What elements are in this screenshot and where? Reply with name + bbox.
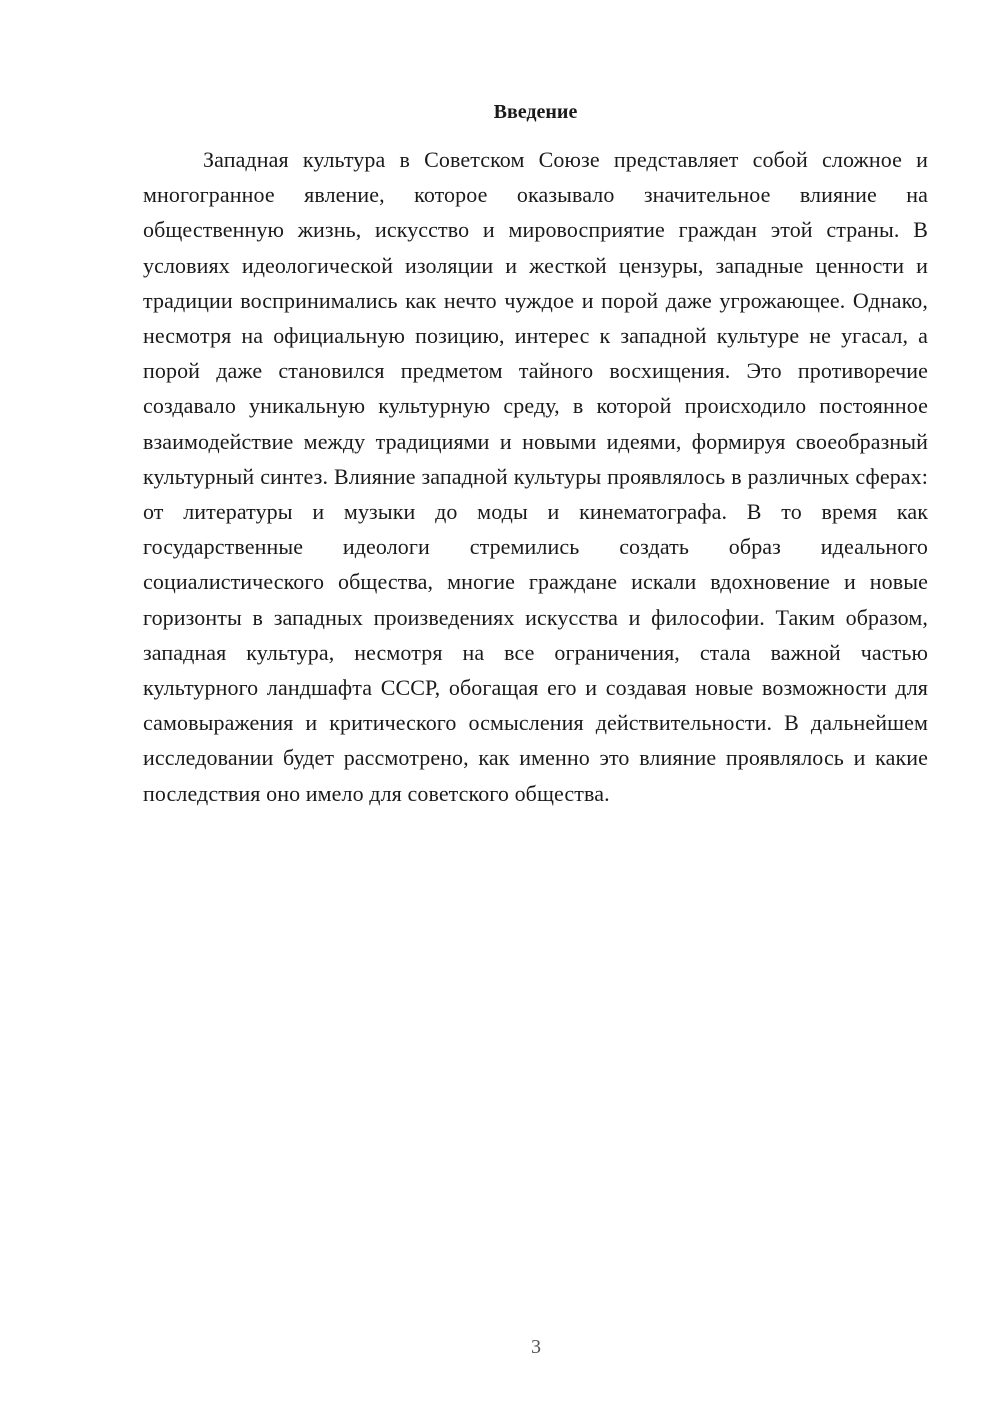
page-number: 3: [531, 1336, 541, 1358]
intro-paragraph: Западная культура в Советском Союзе представляет собой сложное и многогранное явление, которое оказывало значительное влияние на общественную жизнь, искусство и мировосприятие граждан этой страны. В условиях идеологической изоляции и жесткой цензуры, западные ценности и традиции воспринимались как нечто чуждое и порой даже угрожающее. Однако, несмотря на официальную позицию, интерес к западной культуре не угасал, а порой даже становился предметом тайного восхищения. Это противоречие создавало уникальную культурную среду, в которой происходило постоянное взаимодействие между традициями и новыми идеями, формируя своеобразный культурный синтез. Влияние западной культуры проявлялось в различных сферах: от литературы и музыки до моды и кинематографа. В то время как государственные идеологи стремились создать образ идеального социалистического общества, многие граждане искали вдохновение и новые горизонты в западных произведениях искусства и философии. Таким образом, западная культура, несмотря на все ограничения, стала важной частью культурного ландшафта СССР, обогащая его и создавая новые возможности для самовыражения и критического осмысления действительности. В дальнейшем исследовании будет рассмотрено, как именно это влияние проявлялось и какие последствия оно имело для советского общества.: [143, 147, 928, 806]
section-heading: Введение: [493, 101, 578, 123]
